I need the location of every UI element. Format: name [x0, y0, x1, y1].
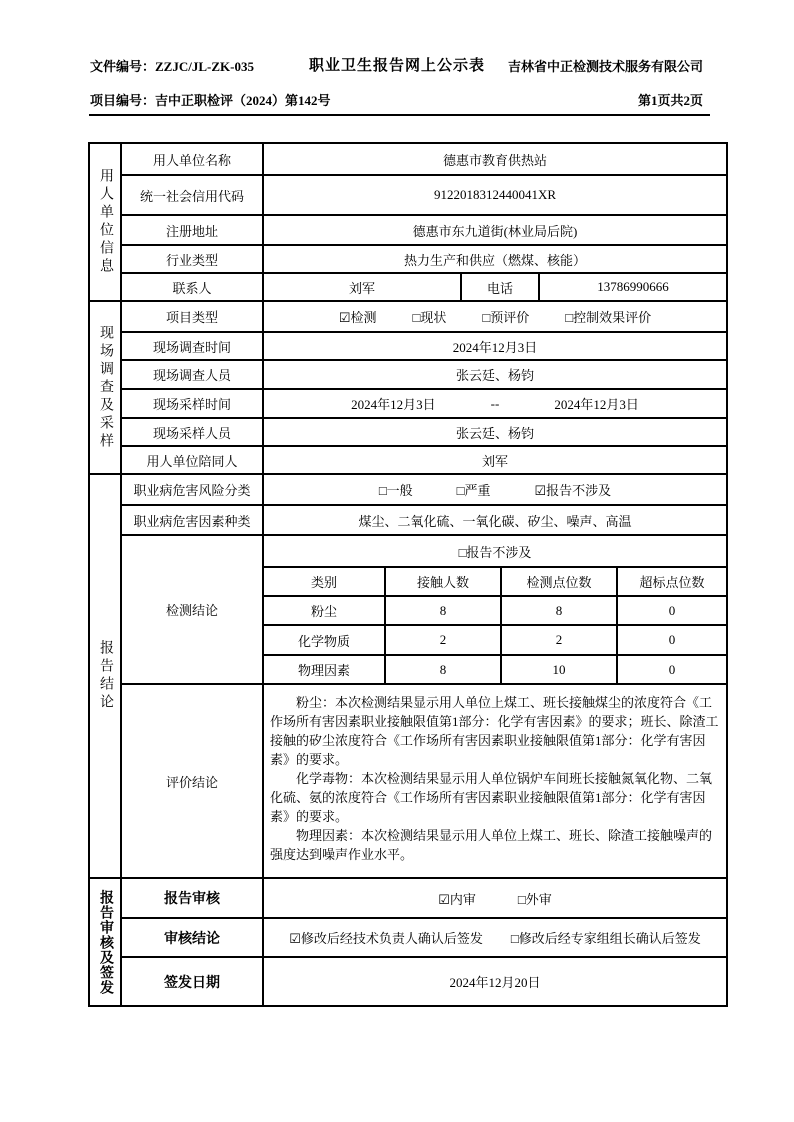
row-employer-name: [122, 144, 726, 174]
checkbox-risk-general: □一般: [378, 483, 413, 498]
header-divider: [89, 114, 710, 116]
label-report-review: 报告审核: [164, 892, 220, 907]
label-evaluation-conclusion: 评价结论: [165, 774, 218, 790]
doc-number: 文件编号：ZZJC/JL-ZK-035: [90, 59, 254, 74]
value-escort: 刘军: [262, 447, 726, 473]
page-number: 第1页共2页: [637, 93, 703, 108]
label-contact: 联系人: [172, 280, 212, 296]
cell-points-tested: 2: [500, 626, 616, 654]
cell-points-tested: 8: [500, 597, 616, 624]
checkbox-pre-evaluation: □预评价: [482, 310, 530, 325]
evaluation-paragraph-physical: 物理因素：本次检测结果显示用人单位上煤工、班长、除渣工接触噪声的强度达到噪声作业水平。: [270, 828, 713, 862]
checkbox-detection: ☑检测: [338, 310, 377, 325]
row-escort: [122, 445, 726, 473]
section-label-survey: 现场调查及采样: [90, 302, 122, 473]
label-escort: 用人单位陪同人: [146, 453, 238, 469]
row-detection-conclusion: [122, 534, 726, 683]
section-label-review-issue: 报告审核及签发: [90, 879, 122, 1005]
checkbox-internal-review: ☑内审: [438, 891, 476, 907]
sampling-date-to: 2024年12月3日: [554, 397, 639, 412]
checkbox-risk-severe: □严重: [456, 483, 491, 498]
value-sampling-staff: 张云廷、杨钧: [262, 419, 726, 445]
value-issue-date: 2024年12月20日: [262, 958, 726, 1005]
section-label-employer: 用人单位信息: [90, 144, 122, 300]
detection-not-involved-row: [264, 536, 726, 566]
row-credit-code: [122, 174, 726, 214]
cell-points-exceeded: 0: [616, 656, 726, 683]
value-credit-code: 9122018312440041XR: [262, 176, 726, 214]
row-contact: [122, 272, 726, 300]
cell-category: 化学物质: [297, 633, 350, 649]
col-header-exposed-count: 接触人数: [384, 568, 500, 595]
label-project-type: 项目类型: [165, 310, 218, 325]
value-phone: 13786990666: [538, 274, 726, 300]
table-row-chemical: [264, 624, 726, 654]
row-survey-date: [122, 331, 726, 359]
row-risk-classification: [122, 475, 726, 504]
value-project-type: [262, 302, 726, 331]
row-sampling-staff: [122, 417, 726, 445]
detection-sub-table: [264, 536, 726, 683]
project-number: 项目编号：吉中正职检评（2024）第142号: [90, 93, 331, 108]
col-header-points-tested: 检测点位数: [500, 568, 616, 595]
section-label-conclusion: 报告结论: [90, 475, 122, 877]
row-survey-staff: [122, 359, 726, 388]
evaluation-text: [262, 685, 726, 877]
label-phone: 电话: [460, 274, 538, 300]
row-issue-date: [122, 956, 726, 1005]
section-employer-info: [90, 144, 726, 300]
section-review-issue: [90, 877, 726, 1005]
cell-points-exceeded: 0: [616, 626, 726, 654]
cell-exposed-count: 8: [384, 656, 500, 683]
value-review-conclusion: [262, 919, 726, 956]
label-industry-type: 行业类型: [165, 252, 218, 268]
table-row-physical: [264, 654, 726, 683]
header-line-1: [0, 52, 794, 78]
row-industry-type: [122, 244, 726, 272]
cell-category: 物理因素: [297, 663, 350, 678]
checkbox-status-quo: □现状: [412, 310, 447, 325]
row-registered-address: [122, 214, 726, 244]
col-header-category: 类别: [310, 575, 337, 590]
label-issue-date: 签发日期: [164, 975, 220, 991]
label-registered-address: 注册地址: [165, 223, 218, 239]
value-risk-classification: [262, 475, 726, 504]
cell-exposed-count: 2: [384, 626, 500, 654]
header-line-2: [0, 78, 794, 108]
value-registered-address: 德惠市东九道街(林业局后院): [262, 216, 726, 244]
value-industry-type: 热力生产和供应（燃煤、核能）: [262, 246, 726, 272]
checkbox-control-effect: □控制效果评价: [565, 310, 652, 325]
col-header-points-exceeded: 超标点位数: [616, 568, 726, 595]
row-project-type: [122, 302, 726, 331]
checkbox-signed-by-expert-group: □修改后经专家组组长确认后签发: [510, 931, 701, 946]
row-evaluation-conclusion: [122, 683, 726, 877]
row-review-conclusion: [122, 917, 726, 956]
value-hazard-types: 煤尘、二氧化硫、一氧化碳、矽尘、噪声、高温: [262, 506, 726, 534]
label-review-conclusion: 审核结论: [164, 931, 220, 947]
detection-header-row: [264, 566, 726, 595]
label-sampling-staff: 现场采样人员: [152, 425, 231, 441]
label-risk-classification: 职业病危害风险分类: [133, 483, 251, 498]
evaluation-paragraph-chemical: 化学毒物：本次检测结果显示用人单位锅炉车间班长接触氮氧化物、二氧化硫、氨的浓度符合《工作场所有害因素职业接触限值第1部分：化学有害因素》的要求。: [270, 771, 713, 824]
sampling-date-separator: --: [490, 395, 500, 411]
company-name: 吉林省中正检测技术服务有限公司: [507, 59, 703, 74]
value-contact-name: 刘军: [262, 274, 460, 300]
label-employer-name: 用人单位名称: [152, 152, 231, 168]
checkbox-risk-not-involved: ☑报告不涉及: [534, 483, 612, 498]
sampling-date-from: 2024年12月3日: [351, 397, 436, 412]
label-survey-staff: 现场调查人员: [152, 368, 231, 383]
label-hazard-types: 职业病危害因素种类: [133, 513, 251, 529]
value-survey-staff: 张云廷、杨钧: [262, 361, 726, 388]
cell-exposed-count: 8: [384, 597, 500, 624]
page-header: [0, 52, 794, 108]
row-hazard-types: [122, 504, 726, 534]
label-detection-conclusion: 检测结论: [165, 603, 218, 618]
label-survey-date: 现场调查时间: [152, 339, 231, 355]
section-survey-sampling: [90, 300, 726, 473]
label-sampling-date: 现场采样时间: [152, 397, 231, 412]
form-title: 职业卫生报告网上公示表: [308, 58, 485, 74]
value-report-review: [262, 879, 726, 917]
cell-points-exceeded: 0: [616, 597, 726, 624]
row-report-review: [122, 879, 726, 917]
form-table: [88, 142, 728, 1007]
row-sampling-date: [122, 388, 726, 417]
checkbox-detection-not-involved: □报告不涉及: [458, 544, 532, 560]
checkbox-signed-by-tech-lead: ☑修改后经技术负责人确认后签发: [289, 931, 483, 946]
value-employer-name: 德惠市教育供热站: [262, 144, 726, 174]
evaluation-paragraph-dust: 粉尘：本次检测结果显示用人单位上煤工、班长接触煤尘的浓度符合《工作场所有害因素职业接触限值第1部分：化学有害因素》的要求；班长、除渣工接触的矽尘浓度符合《工作场所有害因素职业接触限值第1部分：化学有害因素》的要求。: [270, 695, 719, 767]
value-survey-date: 2024年12月3日: [262, 333, 726, 359]
checkbox-external-review: □外审: [517, 891, 552, 907]
label-credit-code: 统一社会信用代码: [139, 188, 244, 204]
cell-category: 粉尘: [310, 604, 337, 619]
cell-points-tested: 10: [500, 656, 616, 683]
value-sampling-date: [262, 390, 726, 417]
section-report-conclusion: [90, 473, 726, 877]
table-row-dust: [264, 595, 726, 624]
